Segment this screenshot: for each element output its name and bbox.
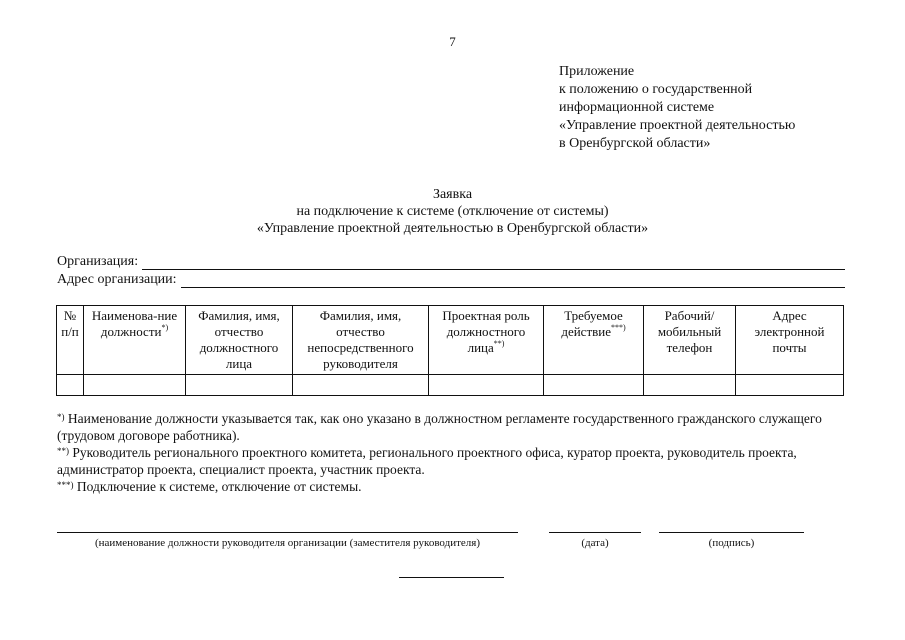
table-cell[interactable] — [429, 375, 544, 396]
footnote-mark: *) — [57, 412, 65, 422]
position-caption: (наименование должности руководителя организации (заместителя руководителя) — [94, 537, 481, 549]
table-cell[interactable] — [57, 375, 84, 396]
title-line-1: Заявка — [432, 187, 473, 202]
header-number: № п/п — [57, 306, 84, 375]
appendix-line: к положению о государственной — [559, 82, 753, 97]
signature-caption: (подпись) — [708, 537, 755, 549]
appendix-line: «Управление проектной деятельностью — [559, 118, 796, 133]
position-signature-line[interactable] — [57, 532, 518, 533]
footnote-text: Руководитель регионального проектного комитета, регионального проектного офиса, куратор проекта, руководитель проекта, администратор проекта, специалист проекта, участник проекта. — [57, 445, 797, 477]
organization-input-line[interactable] — [142, 257, 845, 270]
organization-field — [57, 254, 845, 270]
title-line-2: на подключение к системе (отключение от системы) — [296, 204, 609, 219]
table-cell[interactable] — [644, 375, 736, 396]
title-line-3: «Управление проектной деятельностью в Оренбургской области» — [256, 221, 649, 236]
footnotes — [57, 410, 857, 495]
appendix-heading — [559, 63, 795, 153]
header-email: Адрес электронной почты — [736, 306, 844, 375]
footnote — [57, 478, 857, 495]
header-project-role: Проектная роль должностного лица**) — [429, 306, 544, 375]
table-cell[interactable] — [736, 375, 844, 396]
date-line[interactable] — [549, 532, 641, 533]
header-manager-name: Фамилия, имя, отчество непосредственного руководителя — [293, 306, 429, 375]
appendix-line: в Оренбургской области» — [559, 136, 711, 151]
organization-label: Организация: — [57, 254, 139, 269]
document-title — [0, 186, 905, 237]
footnote-mark: ***) — [57, 480, 74, 490]
page-number: 7 — [449, 34, 456, 49]
table-cell[interactable] — [293, 375, 429, 396]
address-field — [57, 272, 845, 288]
header-phone: Рабочий/ мобильный телефон — [644, 306, 736, 375]
footnote-text: Подключение к системе, отключение от системы. — [76, 479, 362, 494]
footnote-mark: **) — [57, 446, 69, 456]
appendix-line: информационной системе — [559, 100, 715, 115]
address-input-line[interactable] — [181, 275, 845, 288]
footnote — [57, 444, 857, 478]
appendix-line: Приложение — [559, 64, 635, 79]
request-table — [56, 305, 844, 396]
address-label: Адрес организации: — [57, 272, 177, 287]
table-row — [57, 375, 844, 396]
header-position: Наименова-ние должности*) — [84, 306, 186, 375]
closing-divider — [399, 577, 504, 578]
table-header-row — [57, 306, 844, 375]
date-caption: (дата) — [581, 537, 609, 549]
table-cell[interactable] — [186, 375, 293, 396]
table-cell[interactable] — [544, 375, 644, 396]
header-action: Требуемое действие***) — [544, 306, 644, 375]
signature-line[interactable] — [659, 532, 804, 533]
footnote-text: Наименование должности указывается так, как оно указано в должностном регламенте государственного гражданского служащего (трудовом договоре работника). — [57, 411, 822, 443]
footnote — [57, 410, 857, 444]
header-full-name: Фамилия, имя, отчество должностного лица — [186, 306, 293, 375]
table-cell[interactable] — [84, 375, 186, 396]
